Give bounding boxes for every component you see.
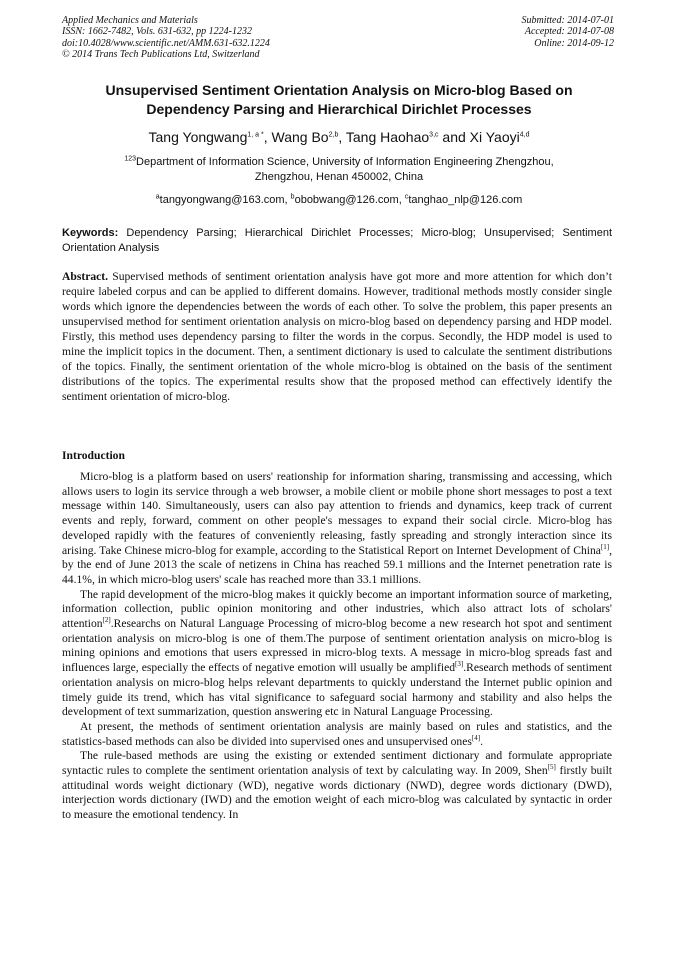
journal-name: Applied Mechanics and Materials xyxy=(62,15,198,26)
abstract-label: Abstract. xyxy=(62,270,109,283)
affiliation-line: Department of Information Science, University of Information Engineering Zhengzhou, xyxy=(136,156,554,168)
author-emails: $^a$tangyongwang@163.com, $^b$obobwang@126.com, $^c$tanghao_nlp@126.com xyxy=(155,193,523,206)
author-affil-mark: 3,c xyxy=(429,131,439,139)
paper-title xyxy=(62,81,616,119)
accepted-date: Accepted: 2014-07-08 xyxy=(524,26,614,38)
abstract-text: Supervised methods of sentiment orientation analysis have got more and more attention for which don’t require labeled corpus and can be applied to different domains. However, traditional methods mostly consider single words which ignore the dependencies between the words of each other. To solve the problem, this paper presents an unsupervised method for sentiment orientation analysis on micro-blog based on dependency parsing and HDP model. Firstly, this method uses dependency parsing to filter the words in the corpus. Secondly, the HDP model is used to mine the implicit topics in the document. Then, a sentiment dictionary is used to calculate the sentiment distributions of the topics. Finally, the sentiment orientation of the whole micro-blog is obtained on the basis of the sentiment distributions of the topics. The experimental results show that the proposed method can effectively identify the sentiment orientation of micro-blog. xyxy=(62,270,612,403)
affiliation-line: Zhengzhou, Henan 450002, China xyxy=(254,171,424,183)
journal-info xyxy=(62,15,270,60)
title-line: Unsupervised Sentiment Orientation Analysis on Micro-blog Based on xyxy=(105,82,573,98)
author-list: Tang Yongwang$^{1, a *}$, Wang Bo$^{2,b}$, Tang Haohao$^{3,c}$ and Xi Yaoyi$^{4,d}$ xyxy=(148,129,530,145)
paragraph: The rule-based methods are using the existing or extended sentiment dictionary and formulate appropriate syntactic rules to complete the sentiment orientation analysis of text by calculating way. In 2009, Shen[5] firstly built attitudinal words weight dictionary (WD), negative words dictionary (NWD), degree words dictionary (DWD), interjection words dictionary (IWD) and the emotion weight of each micro-blog was calculated by syntactic in order to measure the emotional tendency. In xyxy=(62,749,613,822)
abstract xyxy=(62,269,612,404)
citation: [4] xyxy=(471,733,481,742)
email-link: tanghao_nlp@126.com xyxy=(408,194,523,206)
author-affil-mark: 4,d xyxy=(519,131,530,139)
email-link: tangyongwang@163.com, xyxy=(159,194,291,206)
keywords xyxy=(62,226,612,255)
author-name: Xi Yaoyi xyxy=(469,129,520,145)
email-link: obobwang@126.com, xyxy=(294,194,405,206)
citation: [2] xyxy=(102,616,111,625)
section-heading: Introduction xyxy=(62,449,125,462)
citation: [5] xyxy=(547,763,556,772)
submission-dates xyxy=(522,15,615,49)
online-date: Online: 2014-09-12 xyxy=(534,37,614,49)
affiliation xyxy=(62,155,616,185)
citation: [3] xyxy=(455,660,464,669)
author-affil-mark: 1, a * xyxy=(247,131,264,139)
title-line: Dependency Parsing and Hierarchical Dirichlet Processes xyxy=(146,101,532,117)
journal-issn: ISSN: 1662-7482, Vols. 631-632, pp 1224-1232 xyxy=(62,26,252,38)
introduction-body xyxy=(62,470,612,823)
keywords-text: Dependency Parsing; Hierarchical Dirichlet Processes; Micro-blog; Unsupervised; Sentiment Orientation Analysis xyxy=(62,227,612,254)
paragraph: Micro-blog is a platform based on users' reationship for information sharing, transmissing and accessing, which allows users to login its service through a web browser, a mobile client or mobile phone short messages to post a text message within 140. Simultaneously, users can also pay attention to friends and dynamics, keep track of current events and reply, forward, comment on other people's messages to expand their social circle. Micro-blog has developed rapidly with the features of conveniently releasing, fastly spreading and strongly interaction since its arising. Take Chinese micro-blog for example, according to the Statistical Report on Internet Development of China[1], by the end of June 2013 the scale of netizens in China has reached 59.1 millions and the Internet penetration rate is 44.1%, in which micro-blog users' scale has reached more than 33.1 millions. xyxy=(62,470,612,586)
affiliation-mark: 123 xyxy=(124,155,137,163)
citation: [1] xyxy=(600,542,610,551)
author-name: Tang Yongwang xyxy=(148,129,248,145)
author-name: Tang Haohao xyxy=(345,129,430,145)
author-name: Wang Bo xyxy=(271,129,329,145)
author-affil-mark: 2,b xyxy=(328,131,339,139)
paragraph: At present, the methods of sentiment orientation analysis are mainly based on rules and statistics, and the statistics-based methods can also be divided into supervised ones and unsupervised ones[4]. xyxy=(62,719,612,748)
paragraph: The rapid development of the micro-blog makes it quickly become an important information source of marketing, information collection, public opinion monitoring and other industries, which also attract lots of scholars' attention[2].Researchs on Natural Language Processing of micro-blog become a new research hot spot and sentiment orientation analysis on micro-blog is one of them.The purpose of sentiment orientation analysis on micro-blog is mining opinions and emotions that users expressed in micro-blog texts. A message in micro-blog spreads fast and influences large, especially the effects of negative emotion will usually be amplified[3].Research methods of sentiment orientation analysis on micro-blog helps relevant departments to quickly understand the Internet public opinion and timely guide its trend, which has vital significance to safeguard social harmony and stability and also helps the development of text summarization, question answering etc in Natural Language Processing. xyxy=(62,587,613,719)
journal-copyright: © 2014 Trans Tech Publications Ltd, Switzerland xyxy=(62,48,260,60)
submitted-date: Submitted: 2014-07-01 xyxy=(521,15,614,26)
journal-doi: doi:10.4028/www.scientific.net/AMM.631-632.1224 xyxy=(62,37,270,49)
keywords-label: Keywords: xyxy=(62,227,119,239)
